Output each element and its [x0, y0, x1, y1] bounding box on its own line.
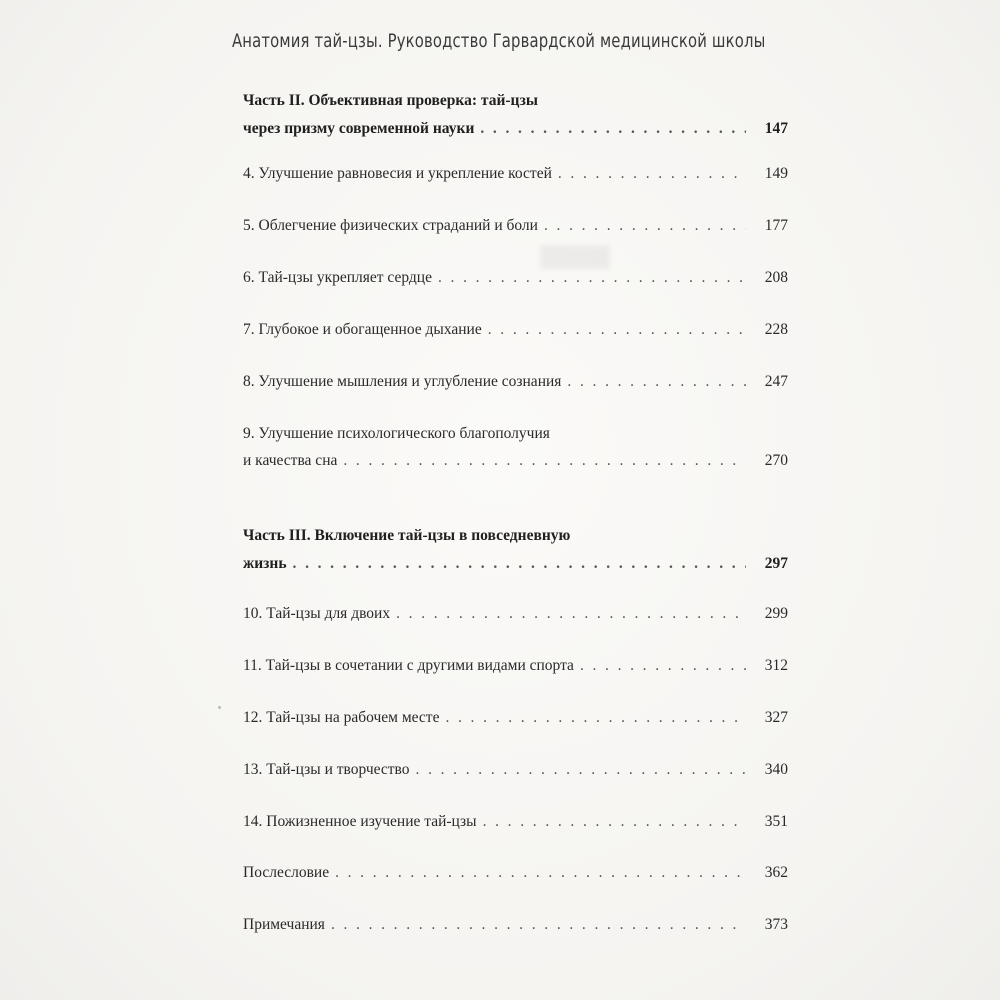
running-head: Анатомия тай-цзы. Руководство Гарвардской медицинской школы: [232, 30, 766, 52]
chapter-title-line1: 9. Улучшение психологического благополучия: [243, 425, 550, 442]
chapter-title: 13. Тай-цзы и творчество: [243, 761, 410, 778]
toc-chapter-14[interactable]: [243, 811, 788, 833]
page-number: 208: [764, 269, 788, 286]
chapter-title: 5. Облегчение физических страданий и боли: [243, 217, 538, 234]
toc-notes[interactable]: [243, 914, 788, 936]
dot-leader: [544, 215, 746, 237]
page-number: 362: [764, 864, 788, 881]
dot-leader: [416, 759, 746, 781]
part-title-line2: через призму современной науки: [243, 120, 475, 137]
part-title-line1: Часть III. Включение тай-цзы в повседневную: [243, 527, 571, 544]
toc-chapter-9[interactable]: [243, 423, 788, 472]
chapter-title: 11. Тай-цзы в сочетании с другими видами спорта: [243, 657, 574, 674]
toc-chapter-6[interactable]: [243, 267, 788, 289]
toc-chapter-11[interactable]: [243, 655, 788, 677]
back-matter-title: Послесловие: [243, 864, 330, 881]
page-number: 297: [764, 555, 788, 572]
page-number: 351: [764, 813, 788, 830]
dot-leader: [567, 371, 746, 393]
chapter-title: 4. Улучшение равновесия и укрепление костей: [243, 165, 552, 182]
page-number: 247: [764, 373, 788, 390]
page-number: 177: [764, 217, 788, 234]
chapter-title: 12. Тай-цзы на рабочем месте: [243, 709, 440, 726]
show-through-mark: [540, 245, 610, 269]
page-number: 340: [764, 761, 788, 778]
dot-leader: [483, 811, 746, 833]
dot-leader: [438, 267, 746, 289]
dot-leader: [335, 862, 746, 884]
part-title-line2: жизнь: [243, 555, 287, 572]
page-number: 312: [764, 657, 788, 674]
toc-afterword[interactable]: [243, 862, 788, 884]
toc-part-3[interactable]: [243, 525, 788, 575]
page-number: 327: [764, 709, 788, 726]
toc-chapter-13[interactable]: [243, 759, 788, 781]
page-number: 270: [764, 452, 788, 469]
dot-leader: [343, 450, 746, 472]
toc-chapter-10[interactable]: [243, 603, 788, 625]
back-matter-title: Примечания: [243, 916, 325, 933]
page-number: 149: [764, 165, 788, 182]
chapter-title: 7. Глубокое и обогащенное дыхание: [243, 321, 482, 338]
chapter-title: 10. Тай-цзы для двоих: [243, 605, 391, 622]
toc-chapter-5[interactable]: [243, 215, 788, 237]
part-title-line1: Часть II. Объективная проверка: тай-цзы: [243, 92, 538, 109]
dot-leader: [293, 553, 746, 575]
page-number: 228: [764, 321, 788, 338]
toc-chapter-4[interactable]: [243, 163, 788, 185]
page-number: 299: [764, 605, 788, 622]
dot-leader: [396, 603, 746, 625]
toc-part-2[interactable]: [243, 90, 788, 140]
page-number: 147: [764, 120, 788, 137]
chapter-title: 8. Улучшение мышления и углубление сознания: [243, 373, 562, 390]
page-number: 373: [764, 916, 788, 933]
dot-leader: [580, 655, 746, 677]
dot-leader: [488, 319, 746, 341]
dot-leader: [480, 118, 746, 140]
toc-chapter-12[interactable]: [243, 707, 788, 729]
chapter-title: 6. Тай-цзы укрепляет сердце: [243, 269, 432, 286]
toc-chapter-7[interactable]: [243, 319, 788, 341]
dot-leader: [331, 914, 746, 936]
toc-chapter-8[interactable]: [243, 371, 788, 393]
chapter-title-line2: и качества сна: [243, 452, 338, 469]
dot-leader: [558, 163, 746, 185]
dot-leader: [445, 707, 746, 729]
paper-speck: [218, 706, 221, 709]
chapter-title: 14. Пожизненное изучение тай-цзы: [243, 813, 477, 830]
